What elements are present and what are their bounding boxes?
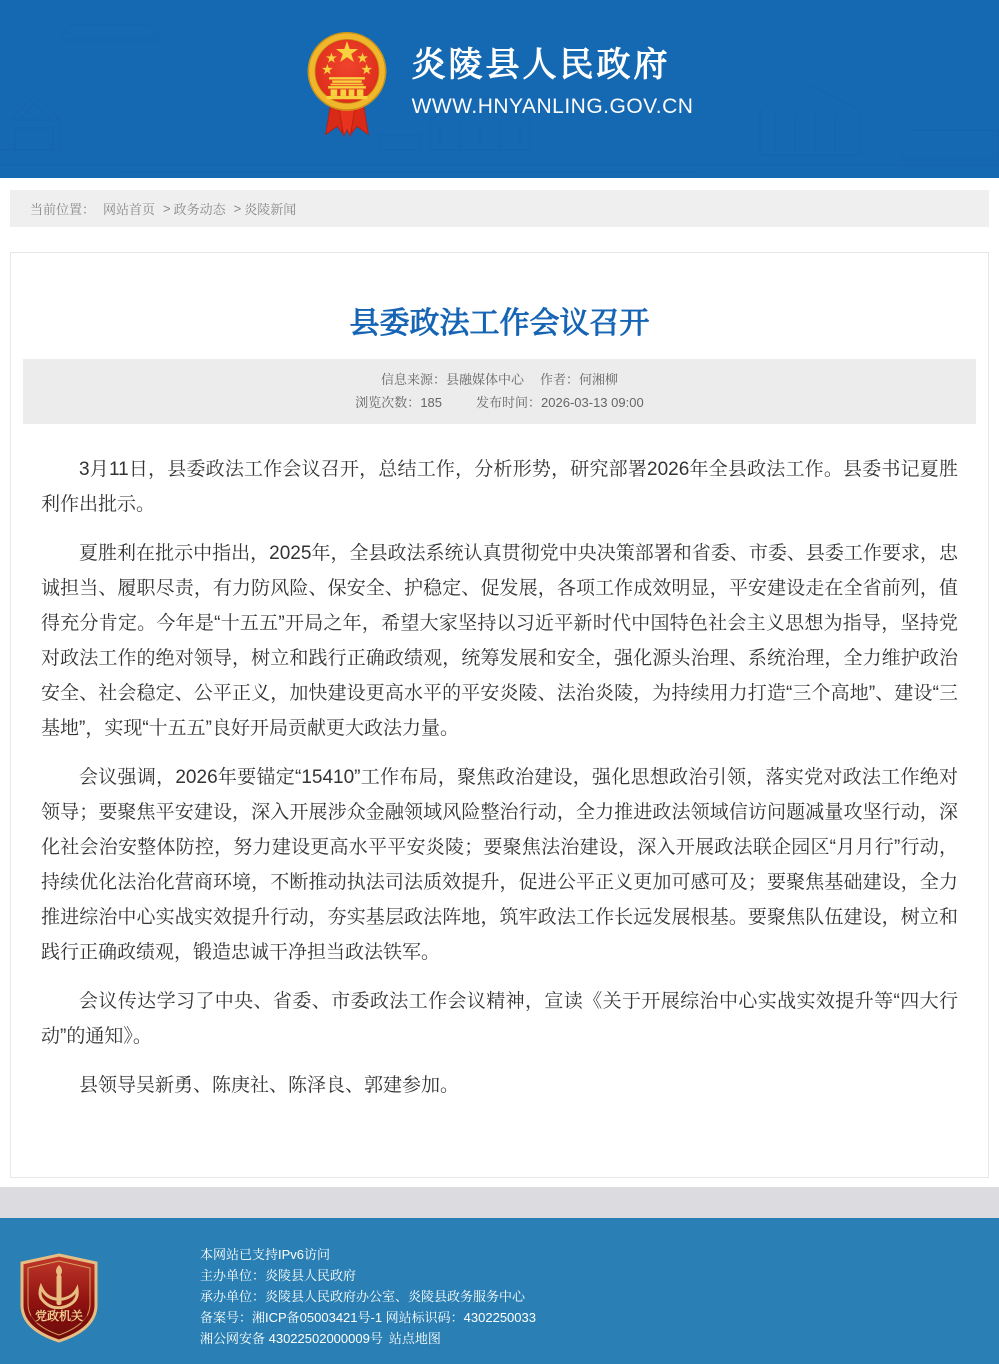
- footer-info: [200, 1218, 999, 1349]
- article-meta-box: [23, 359, 976, 424]
- article-body: [11, 424, 988, 1103]
- breadcrumb: [10, 190, 989, 227]
- sitemap-link[interactable]: 站点地图: [388, 1331, 441, 1346]
- footer-host-line: 主办单位：炎陵县人民政府: [200, 1268, 357, 1283]
- site-header: [0, 0, 999, 178]
- badge-label: 党政机关: [34, 1309, 84, 1323]
- meta-time-label: 发布时间：: [476, 395, 542, 410]
- article-paragraph: 会议传达学习了中央、省委、市委政法工作会议精神，宣读《关于开展综治中心实战实效提升等“四大行动”的通知》。: [41, 991, 958, 1047]
- article-paragraph: 会议强调，2026年要锚定“15410”工作布局，聚焦政治建设，强化思想政治引领，落实党对政法工作绝对领导；要聚焦平安建设，深入开展涉众金融领域风险整治行动，全力推进政法领域信访问题减量攻坚行动，深化社会治安整体防控，努力建设更高水平平安炎陵；要聚焦法治建设，深入开展政法联企园区“月月行”行动，持续优化法治化营商环境，不断推动执法司法质效提升，促进公平正义更加可感可及；要聚焦基础建设，全力推进综治中心实战实效提升行动，夯实基层政法阵地，筑牢政法工作长远发展根基。要聚焦队伍建设，树立和践行正确政绩观，锻造忠诚干净担当政法铁军。: [41, 767, 958, 963]
- national-emblem-icon: [306, 26, 388, 138]
- meta-source-label: 信息来源：: [380, 372, 446, 387]
- footer-organizer-line: 承办单位：炎陵县人民政府办公室、炎陵县政务服务中心: [200, 1289, 526, 1304]
- article-meta-row-2: [23, 391, 976, 414]
- footer-icp-line: 备案号：湘ICP备05003421号-1 网站标识码：4302250033: [200, 1310, 536, 1325]
- footer-divider-band: [0, 1187, 999, 1218]
- breadcrumb-news-section-link[interactable]: 政务动态: [173, 202, 226, 217]
- meta-author-label: 作者：: [540, 372, 580, 387]
- article-paragraph: 夏胜利在批示中指出，2025年，全县政法系统认真贯彻党中央决策部署和省委、市委、县委工作要求，忠诚担当、履职尽责，有力防风险、保安全、护稳定、促发展，各项工作成效明显，平安建设走在全省前列，值得充分肯定。今年是“十五五”开局之年，希望大家坚持以习近平新时代中国特色社会主义思想为指导，坚持党对政法工作的绝对领导，树立和践行正确政绩观，统筹发展和安全，强化源头治理、系统治理，全力维护政治安全、社会稳定、公平正义，加快建设更高水平的平安炎陵、法治炎陵，为持续用力打造“三个高地”、建设“三基地”，实现“十五五”良好开局贡献更大政法力量。: [41, 543, 958, 739]
- meta-time-value: 2026-03-13 09:00: [541, 395, 644, 410]
- article-paragraph: 3月11日，县委政法工作会议召开，总结工作，分析形势，研究部署2026年全县政法工作。县委书记夏胜利作出批示。: [41, 459, 958, 515]
- site-logo: [0, 0, 999, 138]
- security-record-link[interactable]: 湘公网安备 43022502000009号: [200, 1331, 383, 1346]
- meta-views-label: 浏览次数：: [355, 395, 421, 410]
- article-title: 县委政法工作会议召开: [349, 307, 650, 340]
- breadcrumb-separator: >: [163, 201, 171, 216]
- site-footer: [0, 1218, 999, 1364]
- article-paragraph: 县领导吴新勇、陈庚社、陈泽良、郭建参加。: [79, 1075, 460, 1096]
- party-gov-badge-icon[interactable]: [17, 1253, 101, 1343]
- breadcrumb-current-link[interactable]: 炎陵新闻: [244, 202, 297, 217]
- article-meta-row-1: [23, 368, 976, 391]
- breadcrumb-prefix: 当前位置：: [30, 202, 96, 217]
- article-card: [10, 252, 989, 1178]
- meta-author-value: 何湘柳: [579, 372, 619, 387]
- breadcrumb-home-link[interactable]: 网站首页: [103, 202, 156, 217]
- meta-views-value: 185: [420, 395, 443, 410]
- footer-security-line: [200, 1328, 999, 1349]
- site-title: 炎陵县人民政府: [411, 46, 671, 85]
- footer-ipv6-line: 本网站已支持IPv6访问: [200, 1247, 331, 1262]
- meta-source-value: 县融媒体中心: [445, 372, 524, 387]
- site-url: WWW.HNYANLING.GOV.CN: [411, 94, 694, 118]
- breadcrumb-separator: >: [233, 201, 242, 216]
